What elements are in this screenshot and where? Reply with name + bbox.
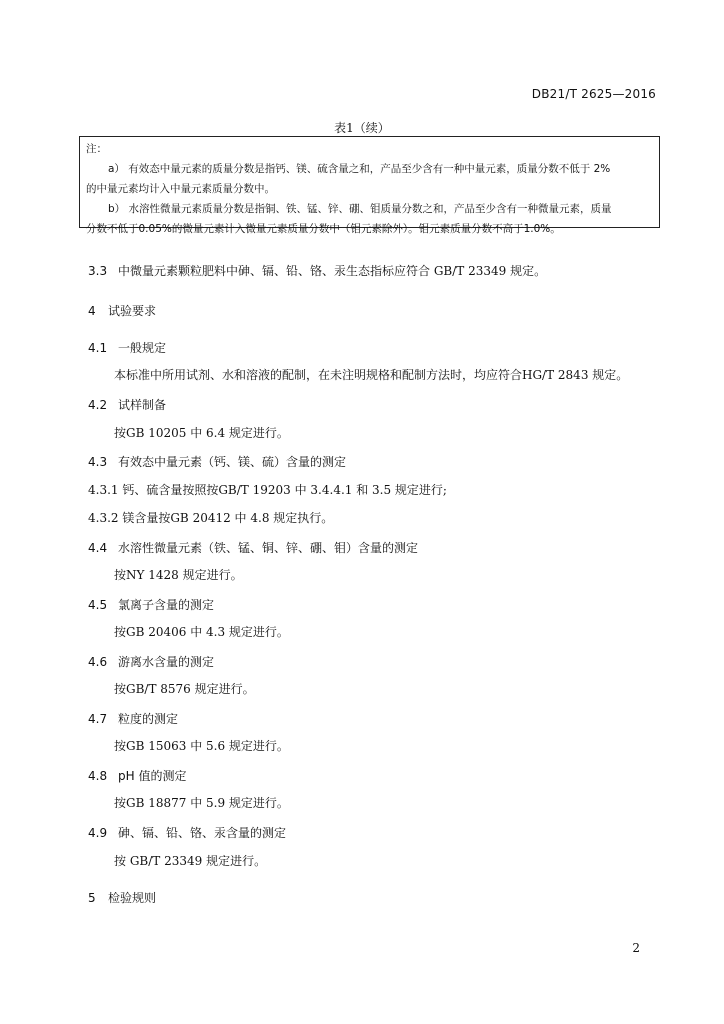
clause-4-1-text: 本标准中所用试剂、水和溶液的配制，在未注明规格和配制方法时，均应符合HG/T 2843 规定。: [114, 368, 629, 382]
clause-3-3: [88, 262, 546, 279]
clause-number: 4.3: [88, 455, 108, 469]
clause-4-3-1: 4.3.1 钙、硫含量按照按GB/T 19203 中 3.4.4.1 和 3.5 规定进行;: [88, 483, 447, 497]
clause-4-5-heading: [88, 596, 214, 613]
clause-title: 有效态中量元素（钙、镁、硫）含量的测定: [118, 455, 347, 469]
clause-number: 4.6: [88, 655, 108, 669]
clause-4-4-text: 按NY 1428 规定进行。: [114, 568, 243, 582]
clause-title: 氯离子含量的测定: [118, 598, 215, 612]
clause-4-7-heading: [88, 710, 178, 727]
clause-4-4-heading: [88, 539, 418, 556]
clause-title: 一般规定: [118, 341, 167, 355]
chapter-4-heading: [88, 302, 156, 319]
note-a-line-2: 的中量元素均计入中量元素质量分数中。: [86, 183, 275, 195]
clause-4-7-text: 按GB 15063 中 5.6 规定进行。: [114, 739, 289, 753]
clause-4-2-text: 按GB 10205 中 6.4 规定进行。: [114, 426, 289, 440]
note-b-line-2: 分数不低于0.05%的微量元素计入微量元素质量分数中（钼元素除外）。钼元素质量分数不高于1.0%。: [86, 223, 561, 235]
chapter-5-heading: [88, 889, 156, 906]
clause-4-9-heading: [88, 824, 286, 841]
clause-title: 砷、镉、铅、铬、汞含量的测定: [118, 826, 287, 840]
note-label: 注：: [86, 143, 107, 155]
document-code: DB21/T 2625—2016: [531, 87, 656, 101]
page-number: 2: [632, 941, 640, 955]
chapter-number: 5: [88, 891, 96, 905]
clause-4-3-2: 4.3.2 镁含量按GB 20412 中 4.8 规定执行。: [88, 511, 334, 525]
clause-4-8-text: 按GB 18877 中 5.9 规定进行。: [114, 796, 289, 810]
clause-number: 4.7: [88, 712, 108, 726]
chapter-number: 4: [88, 304, 96, 318]
clause-number: 4.8: [88, 769, 108, 783]
clause-4-6-text: 按GB/T 8576 规定进行。: [114, 682, 255, 696]
clause-4-6-heading: [88, 653, 214, 670]
table-caption: 表1（续）: [334, 121, 390, 135]
clause-4-2-heading: [88, 396, 166, 413]
clause-text: 中微量元素颗粒肥料中砷、镉、铅、铬、汞生态指标应符合 GB/T 23349 规定。: [118, 264, 547, 278]
note-b-line-1: b） 水溶性微量元素质量分数是指铜、铁、锰、锌、硼、钼质量分数之和，产品至少含有一种微量元素，质量: [108, 203, 612, 215]
clause-4-9-text: 按 GB/T 23349 规定进行。: [114, 854, 267, 868]
chapter-title: 试验要求: [108, 304, 157, 318]
clause-title: 粒度的测定: [118, 712, 179, 726]
clause-number: 4.5: [88, 598, 108, 612]
clause-title: 水溶性微量元素（铁、锰、铜、锌、硼、钼）含量的测定: [118, 541, 419, 555]
table-note-box: [79, 136, 660, 235]
clause-number: 4.1: [88, 341, 108, 355]
note-a-line-1: a） 有效态中量元素的质量分数是指钙、镁、硫含量之和，产品至少含有一种中量元素，质量分数不低于 2%: [108, 163, 611, 175]
clause-4-5-text: 按GB 20406 中 4.3 规定进行。: [114, 625, 289, 639]
clause-number: 4.2: [88, 398, 108, 412]
chapter-title: 检验规则: [108, 891, 157, 905]
clause-number: 4.9: [88, 826, 108, 840]
clause-title: 试样制备: [118, 398, 167, 412]
clause-4-3-heading: [88, 453, 346, 470]
clause-number: 4.4: [88, 541, 108, 555]
clause-title: 游离水含量的测定: [118, 655, 215, 669]
clause-title: pH 值的测定: [118, 769, 187, 783]
clause-4-8-heading: [88, 767, 186, 784]
clause-4-1-heading: [88, 339, 166, 356]
clause-number: 3.3: [88, 264, 108, 278]
